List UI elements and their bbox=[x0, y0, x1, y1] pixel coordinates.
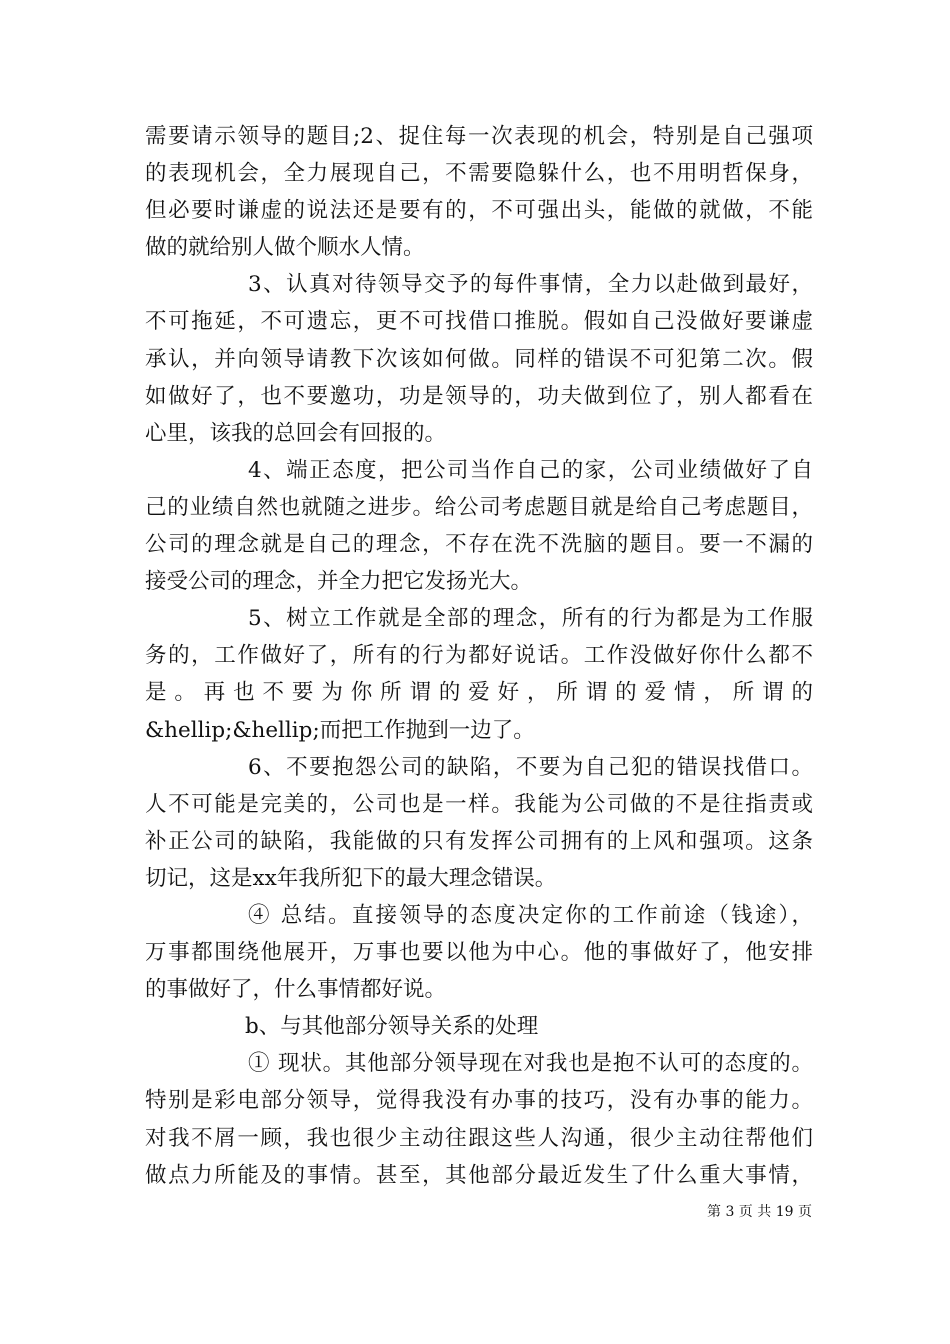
text-line: ④ 总结。直接领导的态度决定你的工作前途（钱途）， bbox=[248, 902, 813, 928]
text-line: 公司的理念就是自己的理念，不存在洗不洗脑的题目。要一不漏的 bbox=[145, 532, 813, 558]
text-line: 做点力所能及的事情。甚至，其他部分最近发生了什么重大事情， bbox=[145, 1162, 813, 1188]
text-line: 如做好了，也不要邀功，功是领导的，功夫做到位了，别人都看在 bbox=[145, 383, 813, 409]
text-line: 但必要时谦虚的说法还是要有的，不可强出头，能做的就做，不能 bbox=[145, 198, 813, 224]
text-line: 补正公司的缺陷，我能做的只有发挥公司拥有的上风和强项。这条 bbox=[145, 828, 813, 854]
text-line: 接受公司的理念，并全力把它发扬光大。 bbox=[145, 569, 533, 595]
text-line: 对我不屑一顾，我也很少主动往跟这些人沟通，很少主动往帮他们 bbox=[145, 1125, 813, 1151]
text-line: 3、认真对待领导交予的每件事情，全力以赴做到最好， bbox=[248, 272, 813, 298]
text-line: 切记，这是xx年我所犯下的最大理念错误。 bbox=[145, 865, 557, 891]
text-line: 的事做好了，什么事情都好说。 bbox=[145, 977, 447, 1003]
page-number: 第 3 页 共 19 页 bbox=[707, 1204, 812, 1220]
text-line: 心里，该我的总回会有回报的。 bbox=[145, 420, 447, 446]
text-line: b、与其他部分领导关系的处理 bbox=[245, 1014, 539, 1040]
text-line: 4、端正态度，把公司当作自己的家，公司业绩做好了自 bbox=[248, 457, 813, 483]
text-line: 6、不要抱怨公司的缺陷，不要为自己犯的错误找借口。 bbox=[248, 754, 813, 780]
text-line: 承认，并向领导请教下次该如何做。同样的错误不可犯第二次。假 bbox=[145, 346, 813, 372]
text-line: 是 。 再 也 不 要 为 你 所 谓 的 爱 好 ， 所 谓 的 爱 情 ， 所 谓 的 bbox=[145, 680, 813, 706]
text-line: 需要请示领导的题目;2、捉住每一次表现的机会，特别是自己强项 bbox=[145, 124, 813, 149]
text-line: 5、树立工作就是全部的理念，所有的行为都是为工作服 bbox=[248, 606, 813, 632]
text-line: ① 现状。其他部分领导现在对我也是抱不认可的态度的。 bbox=[248, 1051, 813, 1077]
text-line: 特别是彩电部分领导，觉得我没有办事的技巧，没有办事的能力。 bbox=[145, 1088, 813, 1114]
text-line: 不可拖延，不可遗忘，更不可找借口推脱。假如自己没做好要谦虚 bbox=[145, 309, 813, 335]
text-line: &hellip;&hellip;而把工作抛到一边了。 bbox=[145, 717, 535, 743]
document-body bbox=[145, 118, 813, 1194]
text-line: 的表现机会，全力展现自己，不需要隐躲什么，也不用明哲保身， bbox=[145, 161, 813, 187]
text-line: 己的业绩自然也就随之进步。给公司考虑题目就是给自己考虑题目， bbox=[145, 494, 813, 520]
text-line: 人不可能是完美的，公司也是一样。我能为公司做的不是往指责或 bbox=[145, 791, 813, 817]
text-line: 务的，工作做好了，所有的行为都好说话。工作没做好你什么都不 bbox=[145, 643, 813, 669]
text-line: 做的就给别人做个顺水人情。 bbox=[145, 235, 425, 261]
text-line: 万事都围绕他展开，万事也要以他为中心。他的事做好了，他安排 bbox=[145, 940, 813, 966]
